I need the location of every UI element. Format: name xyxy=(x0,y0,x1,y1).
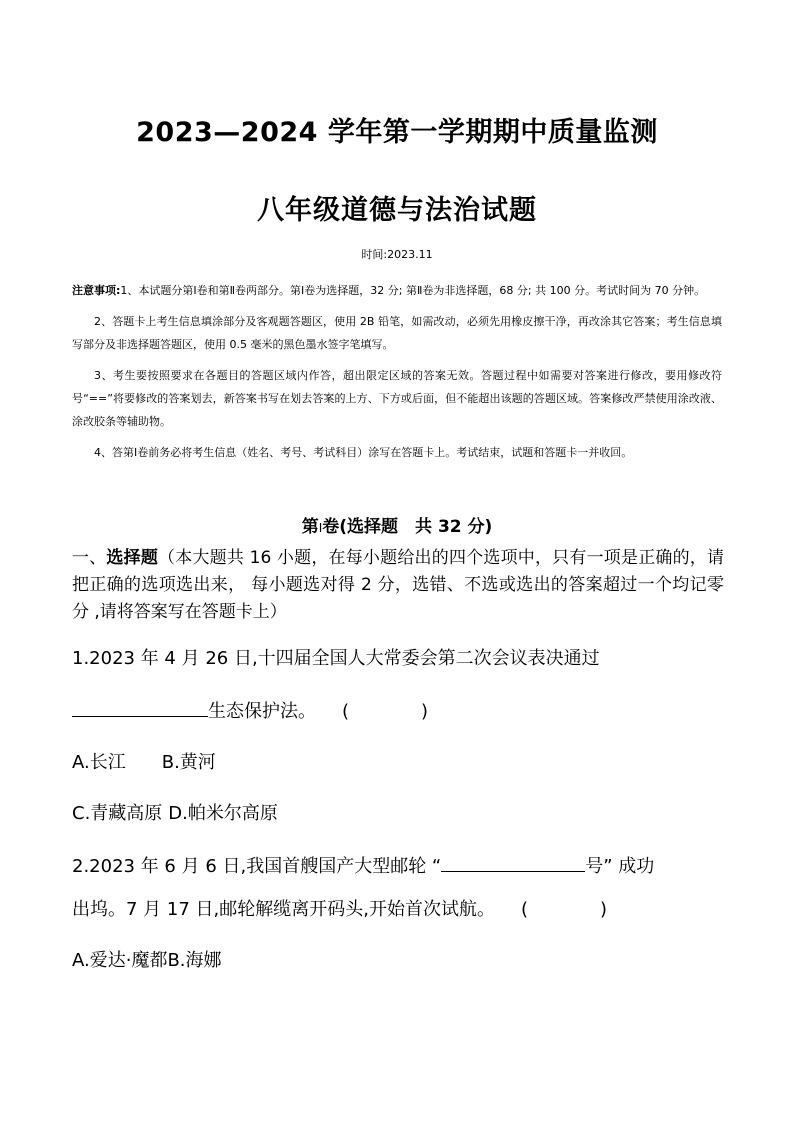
section-instructions: 一、选择题（本大题共 16 小题，在每小题给出的四个选项中，只有一项是正确的，请把正确的选项选出来， 每小题选对得 2 分，选错、不选或选出的答案超过一个均记零分 ,请将答案写在答题卡上） xyxy=(72,548,725,622)
notes-block xyxy=(72,279,722,464)
notes-label: 注意事项: xyxy=(72,284,121,297)
option-c: C.青藏高原 xyxy=(72,803,163,824)
note-item-4: 4、答第Ⅰ卷前务必将考生信息（姓名、考号、考试科目）涂写在答题卡上。考试结束，试题和答题卡一并收回。 xyxy=(94,446,633,459)
option-d: D.帕米尔高原 xyxy=(168,803,278,824)
exam-time: 时间:2023.11 xyxy=(361,248,433,261)
question-1-stem: 1.2023 年 4 月 26 日,十四届全国人大常委会第二次会议表决通过 xyxy=(72,648,600,669)
option-b: B.黄河 xyxy=(161,752,216,773)
question-1-options-row-1 xyxy=(72,748,216,774)
exam-title: 2023—2024 学年第一学期期中质量监测 xyxy=(136,117,658,148)
question-2-options-row-1 xyxy=(72,946,222,972)
section-heading: 第I卷(选择题 共 32 分) xyxy=(301,517,493,537)
question-2-line2: 出坞。7 月 17 日,邮轮解缆离开码头,开始首次试航。 ( ) xyxy=(72,895,607,921)
option-a: A.爱达·魔都 xyxy=(72,950,168,971)
exam-subtitle: 八年级道德与法治试题 xyxy=(257,195,537,226)
question-2-stem: 2.2023 年 6 月 6 日,我国首艘国产大型邮轮 “ 号” 成功 xyxy=(72,852,654,878)
option-a: A.长江 xyxy=(72,752,126,773)
answer-paren: ( ) xyxy=(520,899,608,920)
option-b: B.海娜 xyxy=(167,950,222,971)
note-item-3: 3、考生要按照要求在各题目的答题区域内作答，超出限定区域的答案无效。答题过程中如需要对答案进行修改，要用修改符号“==”将要修改的答案划去，新答案书写在划去答案的上方、下方或后面，但不能超出该题的答题区域。答案修改严禁使用涂改液、涂改胶条等辅助物。 xyxy=(72,369,722,428)
answer-blank xyxy=(72,698,208,717)
question-1-line2: 生态保护法。 ( ) xyxy=(72,697,428,723)
note-item-2: 2、答题卡上考生信息填涂部分及客观题答题区，使用 2B 铅笔，如需改动，必须先用橡皮擦干净，再改涂其它答案；考生信息填写部分及非选择题答题区，使用 0.5 毫米的黑色墨水签字笔填写。 xyxy=(72,315,722,351)
note-item-1: 注意事项:1、本试题分第Ⅰ卷和第Ⅱ卷两部分。第Ⅰ卷为选择题，32 分; 第Ⅱ卷为非选择题，68 分; 共 100 分。考试时间为 70 分钟。 xyxy=(72,284,706,297)
answer-blank xyxy=(441,853,585,872)
answer-paren: ( ) xyxy=(342,701,429,722)
question-1-options-row-2 xyxy=(72,799,278,825)
